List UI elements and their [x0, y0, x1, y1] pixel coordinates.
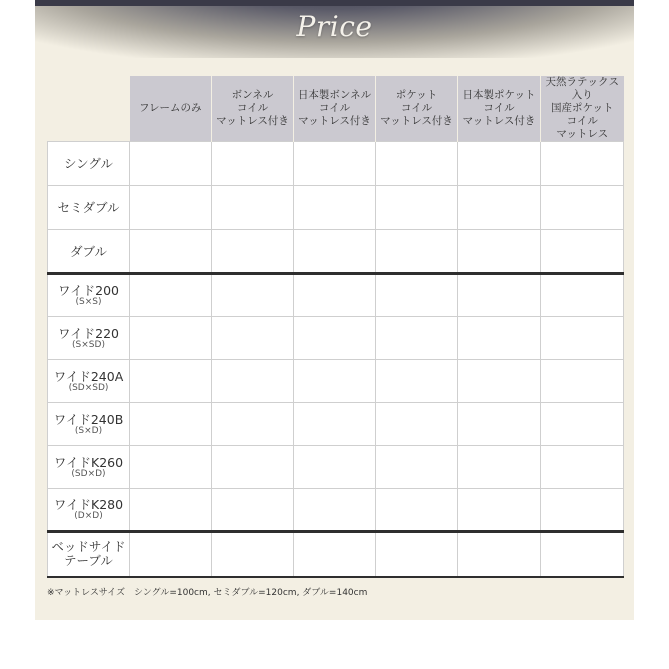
table-row	[48, 446, 624, 489]
price-cell	[458, 317, 541, 360]
row-label-text: ワイド240A	[53, 368, 124, 384]
row-label-sub: (SD×SD)	[68, 382, 109, 393]
price-cell	[294, 360, 376, 403]
price-cell	[541, 446, 624, 489]
price-table	[47, 76, 624, 578]
row-label-sub: (D×D)	[74, 511, 103, 521]
price-cell	[376, 360, 458, 403]
price-cell	[130, 446, 212, 489]
price-cell	[212, 274, 294, 317]
price-cell	[376, 317, 458, 360]
price-cell	[458, 274, 541, 317]
row-label	[48, 186, 130, 230]
price-cell	[130, 274, 212, 317]
table-row	[48, 230, 624, 274]
row-label-text: シングル	[63, 156, 114, 171]
header-label: 天然ラテックス入り 国産ポケット コイル マットレス	[545, 76, 619, 140]
header-corner	[48, 76, 130, 142]
price-cell	[130, 532, 212, 577]
banner-title: Price	[296, 10, 373, 43]
price-cell	[541, 274, 624, 317]
price-cell	[294, 317, 376, 360]
row-label	[48, 317, 130, 360]
table-row	[48, 489, 624, 532]
price-cell	[458, 142, 541, 186]
header-bonnell	[212, 76, 294, 142]
price-cell	[541, 142, 624, 186]
price-cell	[130, 489, 212, 532]
price-cell	[458, 489, 541, 532]
price-cell	[458, 186, 541, 230]
table-row	[48, 317, 624, 360]
price-cell	[212, 446, 294, 489]
table-header-row	[48, 76, 624, 142]
price-cell	[212, 230, 294, 274]
row-label	[48, 230, 130, 274]
price-cell	[376, 274, 458, 317]
price-cell	[212, 489, 294, 532]
price-cell	[541, 532, 624, 577]
header-latex-pocket	[541, 76, 624, 142]
price-cell	[541, 317, 624, 360]
row-label-text: ダブル	[69, 243, 107, 259]
row-label-sub: (S×SD)	[72, 339, 105, 350]
row-label	[48, 403, 130, 446]
price-banner	[35, 0, 634, 58]
row-label-sub: (S×S)	[75, 297, 102, 307]
row-label-sub: (S×D)	[74, 425, 103, 436]
mattress-size-note: ※マットレスサイズ シングル=100cm, セミダブル=120cm, ダブル=140cm	[47, 588, 368, 598]
header-label: 日本製ボンネル コイル マットレス付き	[297, 89, 372, 127]
row-label-text: ワイドK260	[53, 454, 124, 470]
price-cell	[376, 446, 458, 489]
row-label	[48, 360, 130, 403]
price-cell	[294, 532, 376, 577]
row-label-text: ワイド220	[58, 325, 119, 341]
header-pocket	[376, 76, 458, 142]
row-label-text: セミダブル	[57, 200, 120, 215]
price-cell	[376, 403, 458, 446]
price-cell	[376, 489, 458, 532]
row-label-text: ワイド240B	[53, 411, 124, 427]
table-row	[48, 403, 624, 446]
price-cell	[541, 186, 624, 230]
table-row	[48, 186, 624, 230]
header-jp-bonnell	[294, 76, 376, 142]
header-label: 日本製ポケット コイル マットレス付き	[462, 89, 536, 127]
price-cell	[294, 489, 376, 532]
table-row	[48, 274, 624, 317]
price-cell	[294, 446, 376, 489]
price-cell	[130, 230, 212, 274]
row-label-text: ワイド200	[58, 283, 119, 298]
price-cell	[376, 186, 458, 230]
price-cell	[130, 360, 212, 403]
price-cell	[212, 360, 294, 403]
price-cell	[212, 317, 294, 360]
row-label	[48, 446, 130, 489]
price-cell	[541, 489, 624, 532]
price-cell	[458, 230, 541, 274]
price-cell	[376, 230, 458, 274]
price-cell	[212, 403, 294, 446]
price-cell	[294, 274, 376, 317]
table-row	[48, 142, 624, 186]
price-cell	[376, 532, 458, 577]
row-label-sub: (SD×D)	[71, 468, 106, 479]
price-cell	[130, 186, 212, 230]
row-label-text: ワイドK280	[53, 497, 124, 512]
price-cell	[130, 317, 212, 360]
row-label	[48, 274, 130, 317]
header-label: フレームのみ	[138, 102, 202, 114]
header-frame-only	[130, 76, 212, 142]
price-cell	[458, 403, 541, 446]
price-cell	[458, 446, 541, 489]
price-cell	[541, 360, 624, 403]
row-label-text: ベッドサイド テーブル	[51, 539, 126, 569]
price-cell	[130, 142, 212, 186]
row-label	[48, 489, 130, 532]
price-cell	[294, 230, 376, 274]
row-label	[48, 142, 130, 186]
price-cell	[458, 532, 541, 577]
price-cell	[212, 142, 294, 186]
price-cell	[294, 403, 376, 446]
table-row	[48, 532, 624, 577]
price-cell	[212, 532, 294, 577]
price-cell	[541, 230, 624, 274]
price-cell	[294, 186, 376, 230]
price-cell	[130, 403, 212, 446]
price-cell	[294, 142, 376, 186]
table-row	[48, 360, 624, 403]
price-cell	[212, 186, 294, 230]
row-label	[48, 532, 130, 577]
header-jp-pocket	[458, 76, 541, 142]
header-label: ボンネル コイル マットレス付き	[216, 89, 289, 127]
price-cell	[458, 360, 541, 403]
price-cell	[376, 142, 458, 186]
header-label: ポケット コイル マットレス付き	[380, 89, 453, 127]
price-cell	[541, 403, 624, 446]
